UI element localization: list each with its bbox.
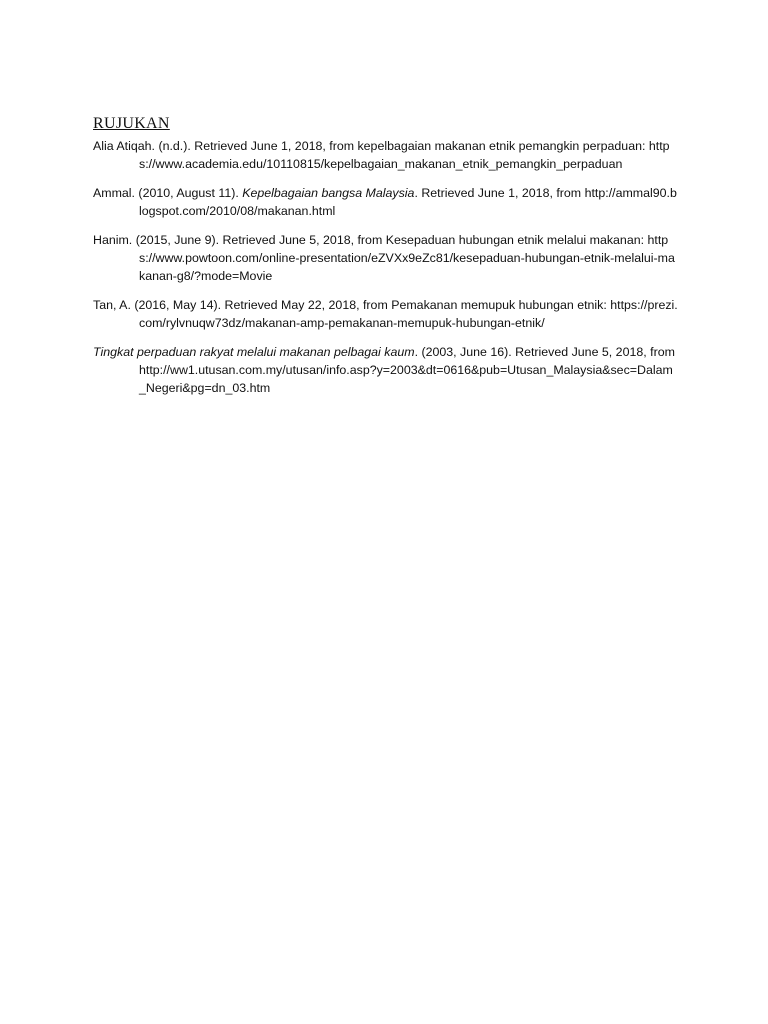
reference-title: Kepelbagaian bangsa Malaysia (242, 186, 415, 200)
reference-text: Tan, A. (2016, May 14). Retrieved May 22, 2018, from Pemakanan memupuk hubungan etnik: (93, 298, 611, 312)
reference-entry (93, 231, 678, 285)
reference-entry (93, 343, 678, 397)
reference-url: http://ww1.utusan.com.my/utusan/info.asp?y=2003&dt=0616&pub=Utusan_Malaysia&sec=Dalam_Negeri&pg=dn_03.htm (139, 363, 673, 395)
reference-text: . Retrieved June 1, 2018, from (414, 186, 585, 200)
reference-entry (93, 184, 678, 220)
reference-url: http://ammal90.blogspot.com/2010/08/makanan.html (139, 186, 677, 218)
reference-title: Tingkat perpaduan rakyat melalui makanan pelbagai kaum (93, 345, 415, 359)
reference-entry (93, 137, 678, 173)
reference-text: . (2003, June 16). Retrieved June 5, 2018, from (414, 345, 675, 359)
reference-url: https://www.academia.edu/10110815/kepelbagaian_makanan_etnik_pemangkin_perpaduan (139, 139, 670, 171)
reference-text: Hanim. (2015, June 9). Retrieved June 5, 2018, from Kesepaduan hubungan etnik melalui makanan: (93, 233, 648, 247)
references-heading: RUJUKAN (93, 115, 170, 132)
reference-text: Alia Atiqah. (n.d.). Retrieved June 1, 2018, from kepelbagaian makanan etnik pemangkin perpaduan: (93, 139, 649, 153)
reference-url: https://prezi.com/rylvnuqw73dz/makanan-amp-pemakanan-memupuk-hubungan-etnik/ (139, 298, 678, 330)
reference-entry (93, 296, 678, 332)
reference-text: Ammal. (2010, August 11). (93, 186, 243, 200)
reference-url: https://www.powtoon.com/online-presentation/eZVXx9eZc81/kesepaduan-hubungan-etnik-melalui-makanan-g8/?mode=Movie (139, 233, 675, 283)
reference-list (93, 137, 678, 408)
